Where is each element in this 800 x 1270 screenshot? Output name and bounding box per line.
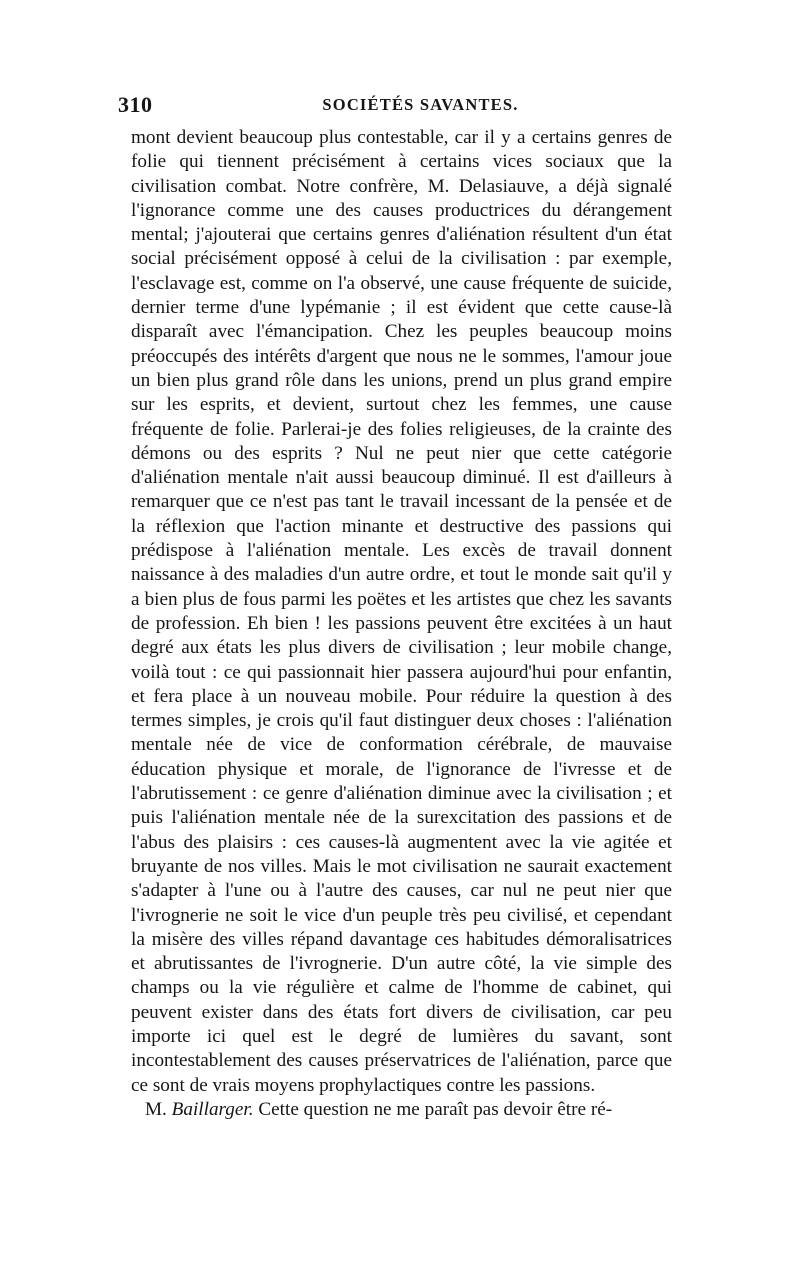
paragraph-1: mont devient beaucoup plus contestable, car il y a certains genres de folie qui tiennent précisément à certains vices sociaux que la civilisation combat. Notre confrère, M. Delasiauve, a déjà signalé l'ignorance comme une des causes productrices du dérangement mental; j'ajouterai que certains genres d'aliénation résultent d'un état social précisément opposé à celui de la civilisation : par exemple, l'esclavage est, comme on l'a observé, une cause fréquente de suicide, dernier terme d'une lypémanie ; il est évident que cette cause-là disparaît avec l'émancipation. Chez les peuples beaucoup moins préoccupés des intérêts d'argent que nous ne le sommes, l'amour joue un bien plus grand rôle dans les unions, prend un plus grand empire sur les esprits, et devient, surtout chez les femmes, une cause fréquente de folie. Parlerai-je des folies religieuses, de la crainte des démons ou des esprits ? Nul ne peut nier que cette catégorie d'aliénation mentale n'ait aussi beaucoup diminué. Il est d'ailleurs à remarquer que ce n'est pas tant le travail incessant de la pensée et de la réflexion que l'action minante et destructive des passions qui prédispose à l'aliénation mentale. Les excès de travail donnent naissance à des maladies d'un autre ordre, et tout le monde sait qu'il y a bien plus de fous parmi les poëtes et les artistes que chez les savants de profession. Eh bien ! les passions peuvent être excitées à un haut degré aux états les plus divers de civilisation ; leur mobile change, voilà tout : ce qui passionnait hier passera aujourd'hui pour enfantin, et fera place à un nouveau mobile. Pour réduire la question à des termes simples, je crois qu'il faut distinguer deux choses : l'aliénation mentale née de vice de conformation cérébrale, de mauvaise éducation physique et morale, de l'ignorance de l'ivresse et de l'abrutissement : ce genre d'aliénation diminue avec la civilisation ; et puis l'aliénation mentale née de la surexcitation des passions et de l'abus des plaisirs : ces causes-là augmentent avec la vie agitée et bruyante de nos villes. Mais le mot civilisation ne saurait exactement s'adapter à l'une ou à l'autre des causes, car nul ne peut nier que l'ivrognerie ne soit le vice d'un peuple très peu civilisé, et cependant la misère des villes répand davantage ces habitudes démoralisatrices et abrutissantes de l'ivrognerie. D'un autre côté, la vie simple des champs ou la vie régulière et calme de l'homme de cabinet, qui peuvent exister dans des états fort divers de civilisation, car peu importe ici quel est le degré de lumières du savant, sont incontestablement des causes préservatrices de l'aliénation, parce que ce sont de vrais moyens prophylactiques contre les passions.: [131, 127, 672, 1096]
speaker-title: M.: [145, 1098, 167, 1120]
body-text: [131, 126, 672, 1122]
running-title: SOCIÉTÉS SAVANTES.: [322, 95, 519, 114]
speaker-name: Baillarger.: [171, 1098, 254, 1120]
paragraph-2: [131, 1098, 672, 1122]
page-number: 310: [118, 92, 153, 117]
running-head: [118, 92, 683, 118]
paragraph-2-text: Cette question ne me paraît pas devoir être ré-: [258, 1098, 613, 1120]
